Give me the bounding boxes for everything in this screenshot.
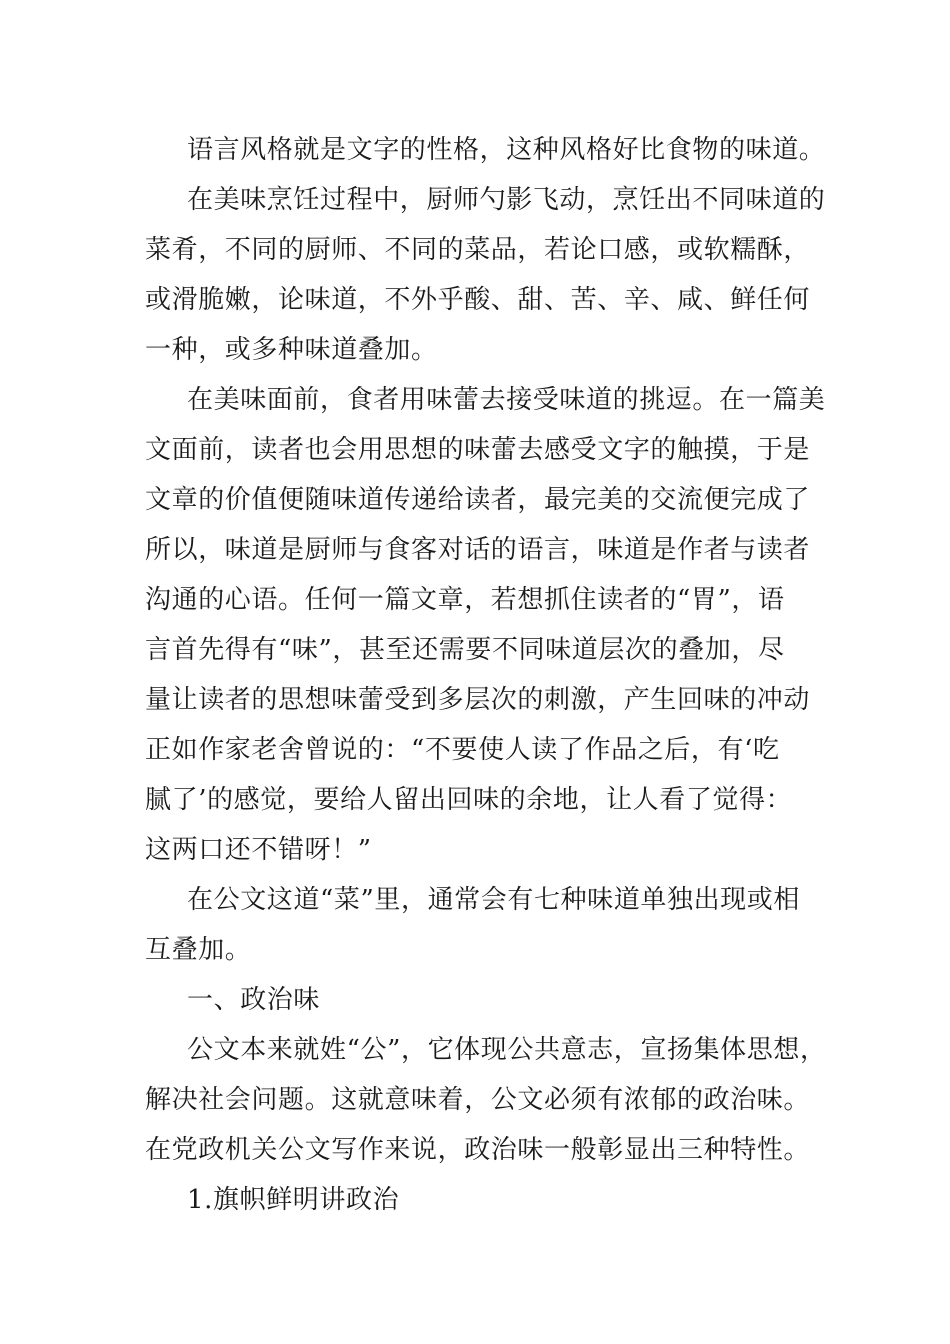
- text-line: 正如作家老舍曾说的：“不要使人读了作品之后，有‘吃: [145, 735, 780, 765]
- text-line: 在美味烹饪过程中，厨师勺影飞动，烹饪出不同味道的: [187, 185, 826, 215]
- text-line: 互叠加。: [145, 935, 252, 965]
- text-line: 腻了’的感觉，要给人留出回味的余地，让人看了觉得：: [145, 785, 793, 815]
- text-line: 量让读者的思想味蕾受到多层次的刺激，产生回味的冲动: [145, 685, 811, 715]
- text-line: 文章的价值便随味道传递给读者，最完美的交流便完成了: [145, 485, 811, 515]
- text-line: 文面前，读者也会用思想的味蕾去感受文字的触摸，于是: [145, 435, 811, 465]
- text-line: 沟通的心语。任何一篇文章，若想抓住读者的“胃”，语: [145, 585, 785, 615]
- text-line: 在党政机关公文写作来说，政治味一般彰显出三种特性。: [145, 1135, 811, 1165]
- text-line: 在公文这道“菜”里，通常会有七种味道单独出现或相: [187, 885, 800, 915]
- text-line: 在美味面前，食者用味蕾去接受味道的挑逗。在一篇美: [187, 385, 826, 415]
- text-line: 所以，味道是厨师与食客对话的语言，味道是作者与读者: [145, 535, 811, 565]
- text-line: 这两口还不错呀！”: [145, 835, 372, 865]
- text-line: 或滑脆嫩，论味道，不外乎酸、甜、苦、辛、咸、鲜任何: [145, 285, 811, 315]
- text-line: 语言风格就是文字的性格，这种风格好比食物的味道。: [187, 135, 826, 165]
- text-line: 解决社会问题。这就意味着，公文必须有浓郁的政治味。: [145, 1085, 811, 1115]
- text-line: 一种，或多种味道叠加。: [145, 335, 438, 365]
- section-heading: 一、政治味: [187, 985, 321, 1015]
- text-line: 言首先得有“味”，甚至还需要不同味道层次的叠加，尽: [145, 635, 785, 665]
- text-line: 菜肴，不同的厨师、不同的菜品，若论口感，或软糯酥，: [145, 235, 811, 265]
- text-line: 公文本来就姓“公”，它体现公共意志，宣扬集体思想，: [187, 1035, 827, 1065]
- subsection-heading: 1.旗帜鲜明讲政治: [187, 1185, 400, 1215]
